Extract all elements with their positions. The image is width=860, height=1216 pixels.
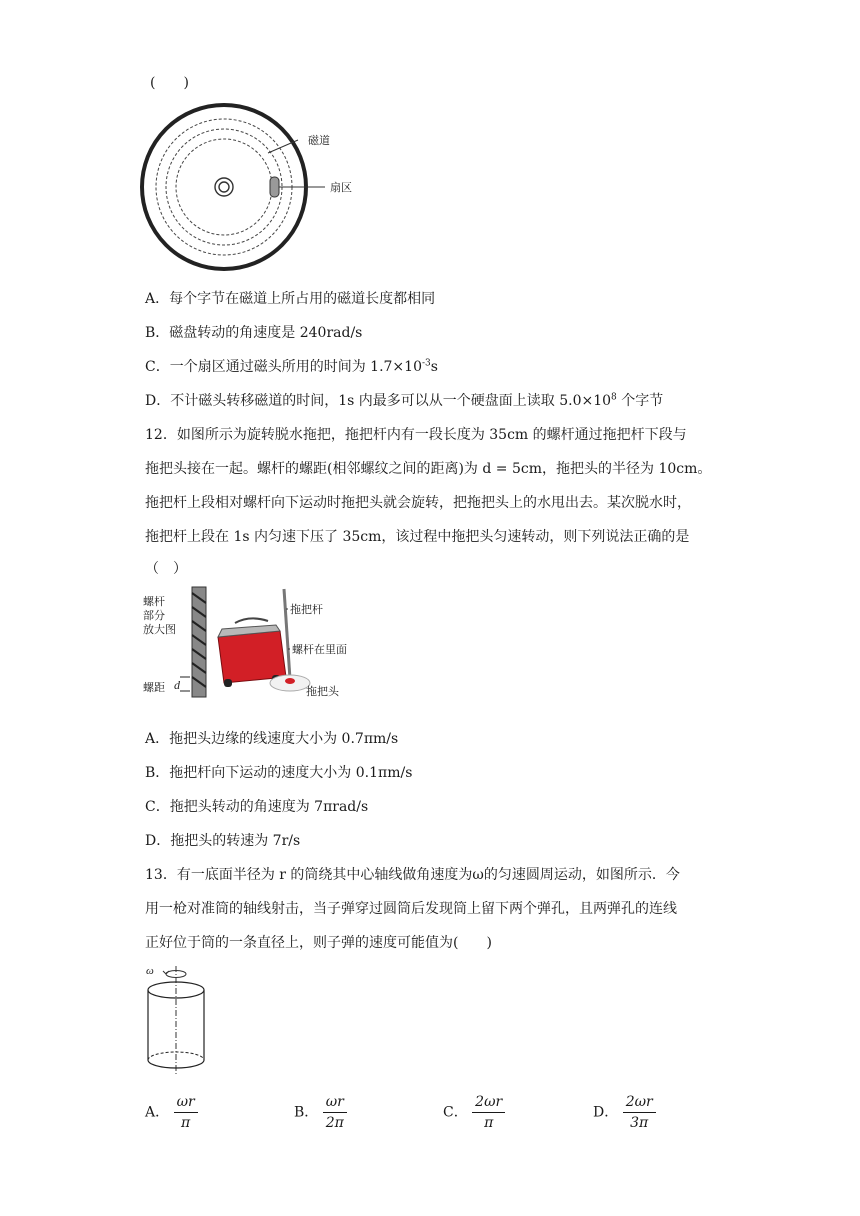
question-paren: ( ) — [150, 75, 189, 91]
svg-text:螺杆在里面: 螺杆在里面 — [292, 644, 347, 656]
svg-text:部分: 部分 — [143, 610, 165, 622]
q13-stem-line: 13．有一底面半径为 r 的筒绕其中心轴线做角速度为ω的匀速圆周运动，如图所示．今 — [145, 867, 680, 883]
q11-option-a: A．每个字节在磁道上所占用的磁道长度都相同 — [145, 291, 436, 307]
q12-option-a: A．拖把头边缘的线速度大小为 0.7πm/s — [145, 731, 399, 747]
svg-text:放大图: 放大图 — [143, 624, 176, 636]
q12-option-d: D．拖把头的转速为 7r/s — [145, 833, 301, 849]
cylinder-figure — [140, 962, 220, 1082]
spin-mop-figure — [140, 585, 380, 710]
q13-option-a: A． $\frac{\omega r}{\pi}$ — [145, 1095, 198, 1130]
q12-stem-line: 拖把头接在一起。螺杆的螺距(相邻螺纹之间的距离)为 d = 5cm，拖把头的半径为 10cm。 — [145, 461, 712, 477]
q11-option-b: B．磁盘转动的角速度是 240rad/s — [145, 325, 363, 341]
q13-option-d: D． $\frac{2\omega r}{3\pi}$ — [593, 1095, 656, 1130]
svg-text:d: d — [174, 678, 180, 692]
q13-stem-line: 正好位于筒的一条直径上，则子弹的速度可能值为( ) — [145, 935, 492, 951]
q13-option-c: C． $\frac{2\omega r}{\pi}$ — [443, 1095, 505, 1130]
q13-option-b: B． $\frac{\omega r}{2\pi}$ — [294, 1095, 347, 1130]
sector-mark — [270, 177, 279, 197]
svg-text:拖把头: 拖把头 — [306, 686, 339, 698]
q12-stem-line: 拖把杆上段在 1s 内匀速下压了 35cm，该过程中拖把头匀速转动，则下列说法正确的是 — [145, 529, 690, 545]
q11-option-d: D．不计磁头转移磁道的时间，1s 内最多可以从一个硬盘面上读取 $5.0\times 10^8$ 个字节 — [145, 392, 664, 409]
q12-option-b: B．拖把杆向下运动的速度大小为 0.1πm/s — [145, 765, 413, 781]
hard-disk-figure — [140, 103, 370, 273]
svg-text:螺距: 螺距 — [143, 682, 165, 694]
screw-rod-icon — [192, 587, 206, 697]
spindle-icon — [215, 178, 233, 196]
sector-label: 扇区 — [330, 182, 352, 194]
q12-stem-line: 12．如图所示为旋转脱水拖把，拖把杆内有一段长度为 35cm 的螺杆通过拖把杆下段与 — [145, 427, 687, 443]
svg-text:拖把杆: 拖把杆 — [290, 604, 323, 616]
q12-option-c: C．拖把头转动的角速度为 7πrad/s — [145, 799, 369, 815]
q12-paren: （ ） — [145, 561, 187, 577]
track-label: 磁道 — [308, 135, 330, 147]
q12-stem-line: 拖把杆上段相对螺杆向下运动时拖把头就会旋转，把拖把头上的水甩出去。某次脱水时， — [145, 495, 691, 511]
omega-label: ω — [146, 965, 154, 977]
svg-text:螺杆: 螺杆 — [143, 596, 165, 608]
q13-stem-line: 用一枪对准筒的轴线射击，当子弹穿过圆筒后发现筒上留下两个弹孔，且两弹孔的连线 — [145, 901, 677, 917]
q11-option-c: C．一个扇区通过磁头所用的时间为 $1.7\times 10^{-3}s$ — [145, 358, 438, 375]
